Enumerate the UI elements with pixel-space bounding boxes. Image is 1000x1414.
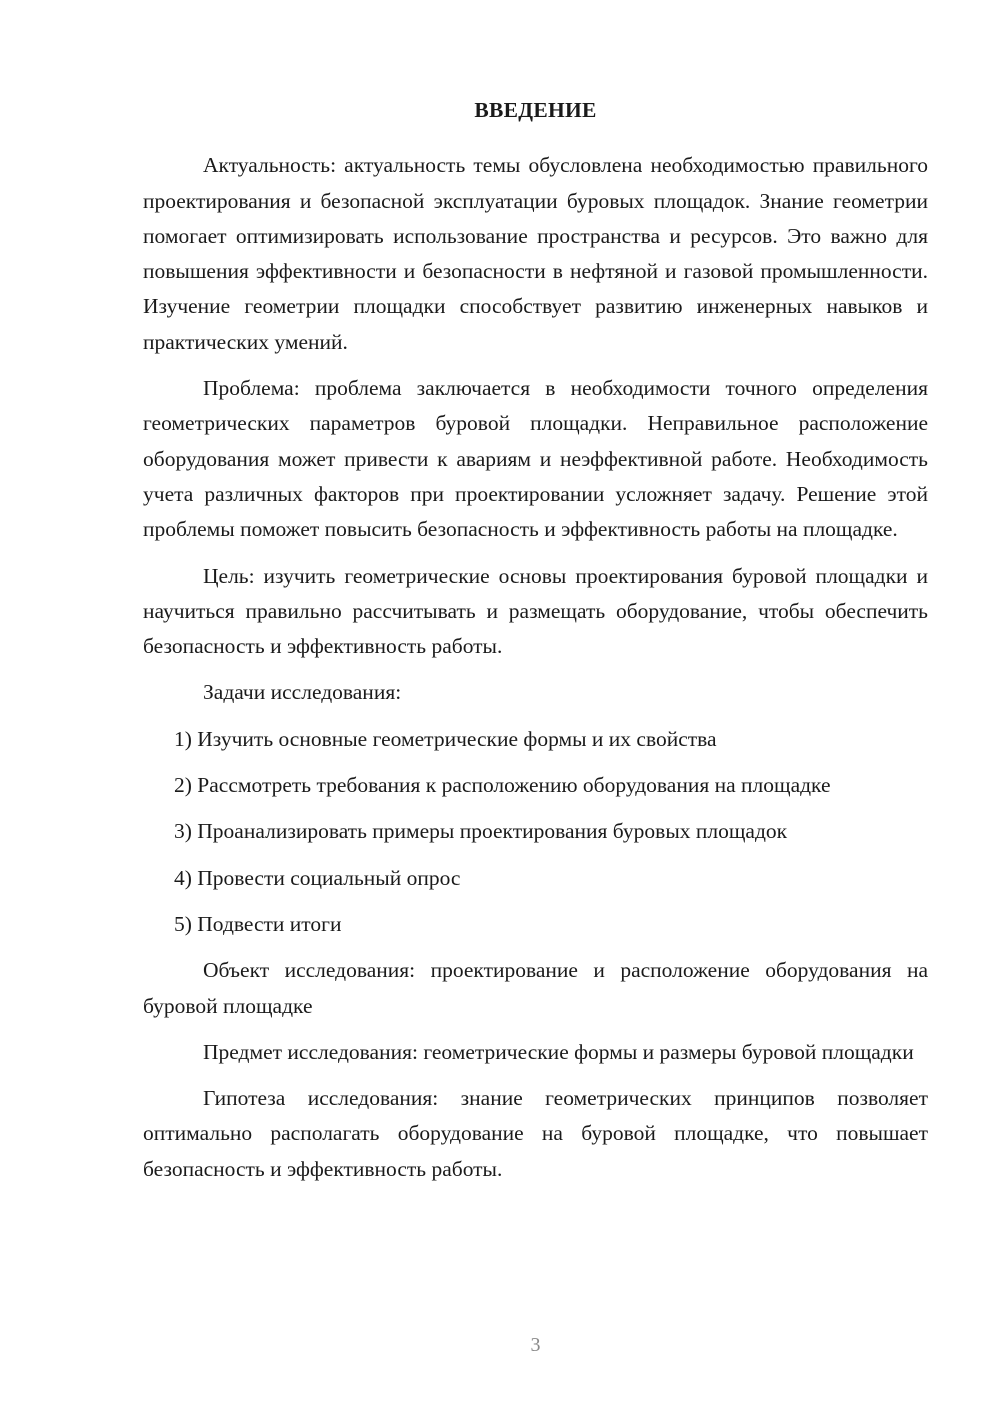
goal-paragraph: Цель: изучить геометрические основы проектирования буровой площадки и научиться правильно рассчитывать и размещать оборудование, чтобы обеспечить безопасность и эффективность работы.	[143, 563, 928, 659]
object-paragraph: Объект исследования: проектирование и расположение оборудования на буровой площадке	[143, 958, 928, 1018]
tasks-heading: Задачи исследования:	[203, 680, 402, 705]
relevance-paragraph: Актуальность: актуальность темы обусловлена необходимостью правильного проектирования и безопасной эксплуатации буровых площадок. Знание геометрии помогает оптимизировать использование пространства и ресурсов. Это важно для повышения эффективности и безопасности в нефтяной и газовой промышленности. Изучение геометрии площадки способствует развитию инженерных навыков и практических умений.	[143, 153, 928, 354]
section-title: ВВЕДЕНИЕ	[474, 98, 597, 122]
task-item-2: 2) Рассмотреть требования к расположению оборудования на площадке	[174, 773, 831, 798]
page-number: 3	[530, 1334, 541, 1356]
problem-paragraph: Проблема: проблема заключается в необходимости точного определения геометрических параметров буровой площадки. Неправильное расположение оборудования может привести к авариям и неэффективной работе. Необходимость учета различных факторов при проектировании усложняет задачу. Решение этой проблемы поможет повысить безопасность и эффективность работы на площадке.	[143, 376, 928, 542]
task-item-5: 5) Подвести итоги	[174, 911, 342, 936]
task-item-3: 3) Проанализировать примеры проектирования буровых площадок	[174, 819, 788, 844]
subject-paragraph: Предмет исследования: геометрические формы и размеры буровой площадки	[203, 1039, 914, 1064]
document-page	[143, 93, 928, 1198]
hypothesis-paragraph: Гипотеза исследования: знание геометрических принципов позволяет оптимально располагать оборудование на буровой площадке, что повышает безопасность и эффективность работы.	[143, 1086, 928, 1181]
task-item-1: 1) Изучить основные геометрические формы и их свойства	[174, 726, 717, 751]
task-item-4: 4) Провести социальный опрос	[174, 865, 461, 890]
